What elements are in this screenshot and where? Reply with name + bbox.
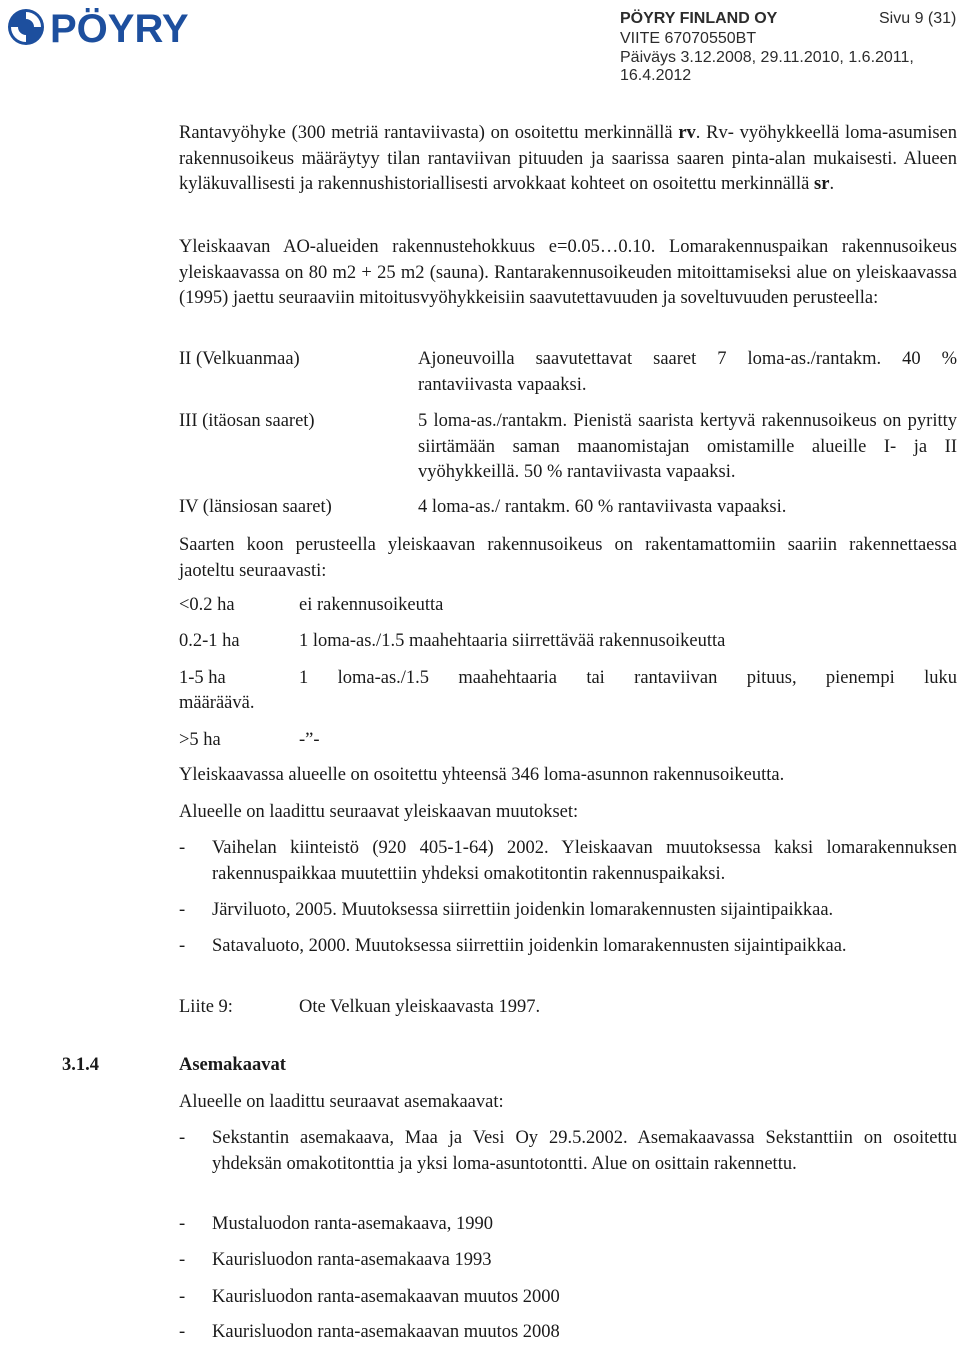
attachment-text: Ote Velkuan yleiskaavasta 1997. <box>299 997 541 1017</box>
size-label: <0.2 ha <box>179 595 235 615</box>
size-label: >5 ha <box>179 730 221 750</box>
zone-text: 5 loma-as./rantakm. Pienistä saarista kertyvä rakennusoikeus on pyritty siirtämään saman maanomistajan omistamille alueille I- ja II vyöhykkeillä. 50 % rantaviivasta vapaaksi. <box>418 411 957 482</box>
list-dash: - <box>179 1250 186 1270</box>
zone-label: IV (länsiosan saaret) <box>179 497 332 517</box>
list-item: Sekstantin asemakaava, Maa ja Vesi Oy 29.5.2002. Asemakaavassa Sekstanttiin on osoitettu yhdeksän omakotitonttia ja yksi loma-asuntotontti. Alue on osittain rakennettu. <box>212 1128 957 1174</box>
paragraph-building-rights: Yleiskaavan AO-alueiden rakennustehokkuus e=0.05…0.10. Lomarakennuspaikan rakennusoikeus yleiskaavassa on 80 m2 + 25 m2 (sauna). Rantarakennusoikeuden mitoittamiseksi alue on yleiskaavassa (1995) jaettu seuraaviin mitoitusvyöhykkeisiin saavutettavuuden ja soveltuvuuden perusteella: <box>179 237 957 308</box>
header <box>0 0 960 90</box>
poyry-logo <box>6 6 246 48</box>
dates-line-1: Päiväys 3.12.2008, 29.11.2010, 1.6.2011, <box>620 49 914 66</box>
paragraph-changes-intro: Alueelle on laadittu seuraavat yleiskaavan muutokset: <box>179 802 579 822</box>
document-id: VIITE 67070550BT <box>620 30 757 47</box>
size-label: 0.2-1 ha <box>179 631 240 651</box>
list-dash: - <box>179 900 186 920</box>
paragraph-total: Yleiskaavassa alueelle on osoitettu yhteensä 346 loma-asunnon rakennusoikeutta. <box>179 765 785 785</box>
size-text-continued: määräävä. <box>179 693 255 713</box>
attachment-label: Liite 9: <box>179 997 233 1017</box>
paragraph-plans-intro: Alueelle on laadittu seuraavat asemakaavat: <box>179 1092 504 1112</box>
list-dash: - <box>179 936 186 956</box>
paragraph-island-size: Saarten koon perusteella yleiskaavan rakennusoikeus on rakentamattomiin saariin rakennettaessa jaoteltu seuraavasti: <box>179 535 957 581</box>
size-text: -”- <box>299 730 320 750</box>
list-item: Järviluoto, 2005. Muutoksessa siirrettiin joidenkin lomarakennusten sijaintipaikkaa. <box>212 900 834 920</box>
zone-text: Ajoneuvoilla saavutettavat saaret 7 loma-as./rantakm. 40 % rantaviivasta vapaaksi. <box>418 349 957 395</box>
size-text: 1 loma-as./1.5 maahehtaaria siirrettävää rakennusoikeutta <box>299 631 726 651</box>
page-number: Sivu 9 (31) <box>879 10 957 27</box>
list-item: Vaihelan kiinteistö (920 405-1-64) 2002. Yleiskaavan muutoksessa kaksi lomarakennuksen rakennuspaikkaa muutettiin yhdeksi omakotitontin rakennuspaikaksi. <box>212 838 957 884</box>
dates-line-2: 16.4.2012 <box>620 67 692 84</box>
size-label: 1-5 ha <box>179 668 226 688</box>
zone-label: II (Velkuanmaa) <box>179 349 300 369</box>
section-number: 3.1.4 <box>62 1055 99 1075</box>
list-item: Mustaluodon ranta-asemakaava, 1990 <box>212 1214 494 1234</box>
list-item: Satavaluoto, 2000. Muutoksessa siirrettiin joidenkin lomarakennusten sijaintipaikkaa. <box>212 936 847 956</box>
section-title: Asemakaavat <box>179 1055 286 1075</box>
paragraph-shore-zone: Rantavyöhyke (300 metriä rantaviivasta) on osoitettu merkinnällä rv. Rv- vyöhykkeellä loma-asumisen rakennusoikeus määräytyy tilan rantaviivan pituuden ja saarissa saaren pinta-alan mukaisesti. Alueen kyläkuvallisesti ja rakennushistoriallisesti arvokkaat kohteet on osoitettu merkinnällä sr. <box>179 123 957 194</box>
list-dash: - <box>179 1322 186 1342</box>
list-item: Kaurisluodon ranta-asemakaava 1993 <box>212 1250 492 1270</box>
size-text: 1 loma-as./1.5 maahehtaaria tai rantaviivan pituus, pienempi luku <box>299 668 957 688</box>
size-text: ei rakennusoikeutta <box>299 595 444 615</box>
list-item: Kaurisluodon ranta-asemakaavan muutos 2008 <box>212 1322 560 1342</box>
list-dash: - <box>179 1214 186 1234</box>
logo-text: PÖYRY <box>50 7 189 48</box>
list-dash: - <box>179 838 186 858</box>
list-item: Kaurisluodon ranta-asemakaavan muutos 2000 <box>212 1287 560 1307</box>
zone-label: III (itäosan saaret) <box>179 411 315 431</box>
list-dash: - <box>179 1128 186 1148</box>
list-dash: - <box>179 1287 186 1307</box>
zone-text: 4 loma-as./ rantakm. 60 % rantaviivasta vapaaksi. <box>418 497 787 517</box>
company-name: PÖYRY FINLAND OY <box>620 10 778 27</box>
